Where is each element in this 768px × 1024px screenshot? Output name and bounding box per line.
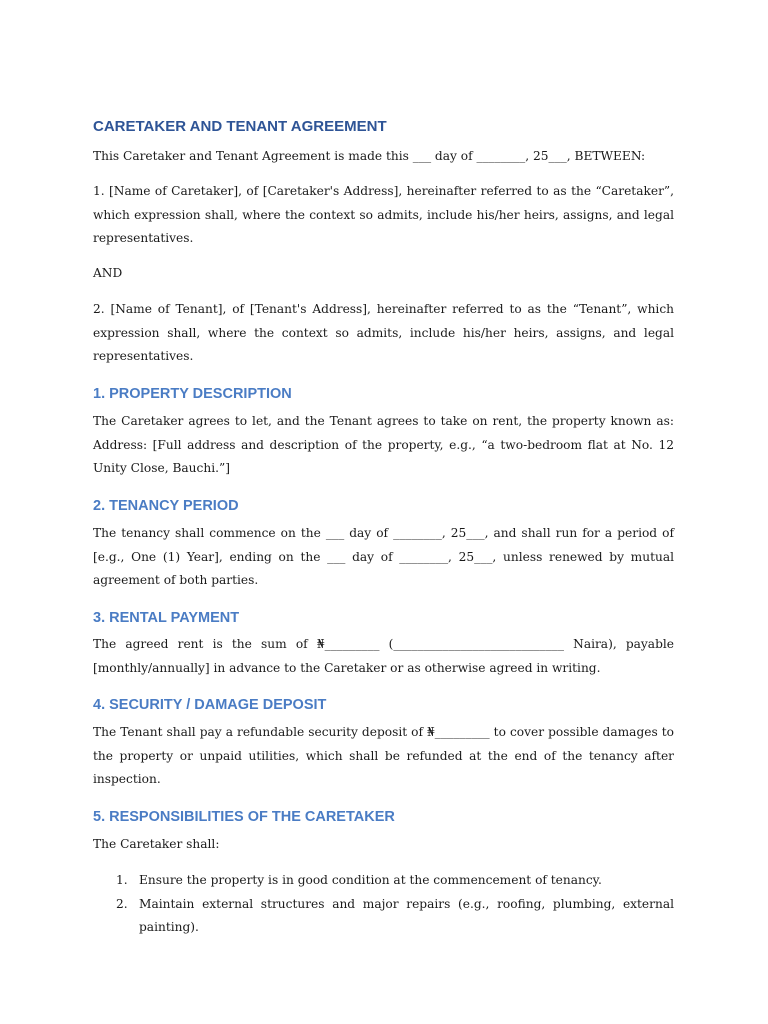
list-item [93, 893, 674, 940]
list-item-text: Ensure the property is in good condition at the commencement of tenancy. [139, 873, 602, 887]
section-body-caretaker-responsibilities: The Caretaker shall: [93, 837, 220, 851]
section-heading-security-deposit: 4. SECURITY / DAMAGE DEPOSIT [93, 697, 327, 713]
section-heading-caretaker-responsibilities: 5. RESPONSIBILITIES OF THE CARETAKER [93, 809, 395, 825]
caretaker-duties-list [93, 869, 674, 940]
party-caretaker-paragraph: 1. [Name of Caretaker], of [Caretaker's Address], hereinafter referred to as the “Caretaker”, which expression shall, where the context so admits, include his/her heirs, assigns, and legal representatives. [93, 184, 674, 245]
section-body-tenancy-period: The tenancy shall commence on the ___ day of ________, 25___, and shall run for a period of [e.g., One (1) Year], ending on the ___ day of ________, 25___, unless renewed by mutual agreement of both parties. [93, 526, 674, 587]
and-separator: AND [93, 266, 123, 280]
section-heading-property-description: 1. PROPERTY DESCRIPTION [93, 386, 292, 402]
section-body-security-deposit: The Tenant shall pay a refundable security deposit of ₦_________ to cover possible damages to the property or unpaid utilities, which shall be refunded at the end of the tenancy after inspection. [93, 725, 674, 786]
list-item [93, 869, 674, 893]
list-item-number: 2. [116, 896, 128, 911]
document-title: CARETAKER AND TENANT AGREEMENT [93, 118, 387, 135]
party-tenant-paragraph: 2. [Name of Tenant], of [Tenant's Address], hereinafter referred to as the “Tenant”, which expression shall, where the context so admits, include his/her heirs, assigns, and legal representatives. [93, 302, 674, 363]
list-item-text: Maintain external structures and major repairs (e.g., roofing, plumbing, external painting). [139, 896, 674, 934]
list-item-number: 1. [116, 873, 128, 887]
intro-paragraph: This Caretaker and Tenant Agreement is made this ___ day of ________, 25___, BETWEEN: [93, 149, 646, 163]
section-heading-rental-payment: 3. RENTAL PAYMENT [93, 610, 240, 626]
section-body-rental-payment: The agreed rent is the sum of ₦_________ (____________________________ Naira), payable [monthly/annually] in advance to the Caretaker or as otherwise agreed in writing. [93, 637, 674, 675]
section-body-property-description: The Caretaker agrees to let, and the Tenant agrees to take on rent, the property known as: Address: [Full address and description of the property, e.g., “a two-bedroom flat at No. 12 Unity Close, Bauchi.”] [93, 414, 674, 475]
section-heading-tenancy-period: 2. TENANCY PERIOD [93, 498, 239, 514]
